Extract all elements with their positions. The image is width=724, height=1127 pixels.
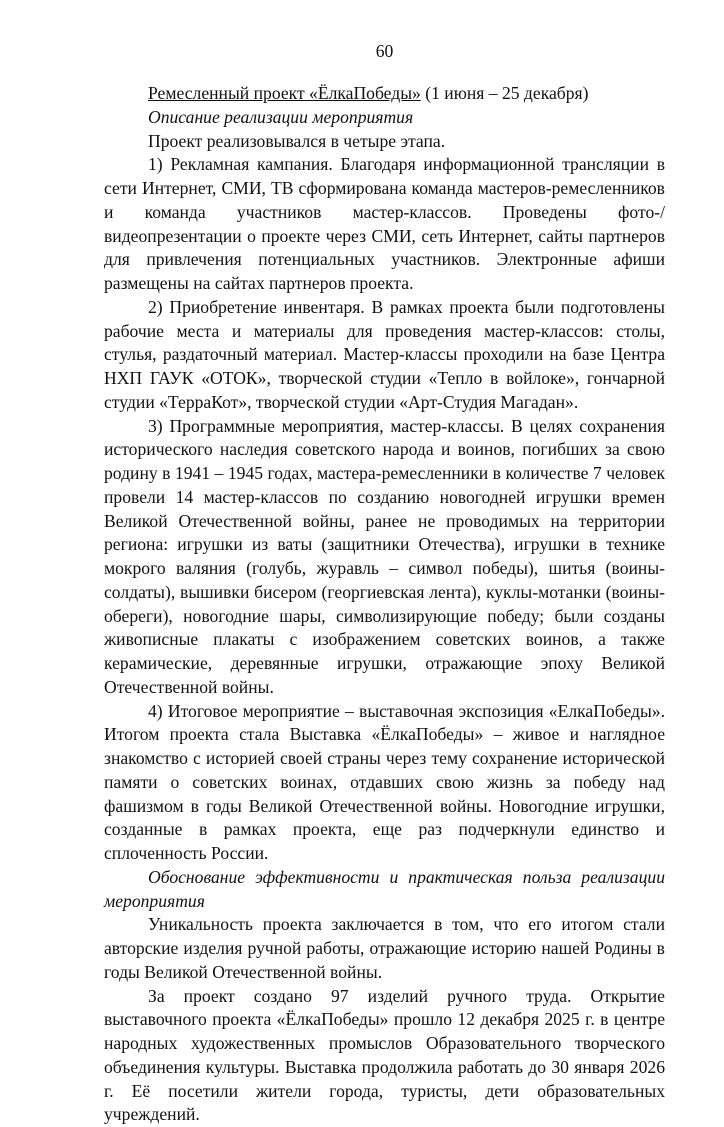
project-dates: (1 июня – 25 декабря)	[421, 83, 589, 103]
stage-paragraph-2: 2) Приобретение инвентаря. В рамках проекта были подготовлены рабочие места и материалы для проведения мастер-классов: столы, стулья, раздаточный материал. Мастер-классы проходили на базе Центра НХП ГАУК «ОТОК», творческой студии «Тепло в войлоке», гончарной студии «ТерраКот», творческой студии «Арт-Студия Магадан».	[104, 296, 665, 415]
intro-paragraph: Проект реализовывался в четыре этапа.	[104, 130, 665, 154]
stage-paragraph-4: 4) Итоговое мероприятие – выставочная экспозиция «ЕлкаПобеды». Итогом проекта стала Выставка «ЁлкаПобеды» – живое и наглядное знакомство с историей своей страны через тему сохранение исторической памяти о советских воинах, отдавших свою жизнь за победу над фашизмом в годы Великой Отечественной войны. Новогодние игрушки, созданные в рамках проекта, еще раз подчеркнули единство и сплоченность России.	[104, 700, 665, 866]
conclusion-paragraph-1: Уникальность проекта заключается в том, что его итогом стали авторские изделия ручной работы, отражающие историю нашей Родины в годы Великой Отечественной войны.	[104, 913, 665, 984]
project-heading	[104, 82, 665, 106]
project-title: Ремесленный проект «ЁлкаПобеды»	[148, 83, 421, 103]
section-heading-description: Описание реализации мероприятия	[104, 106, 665, 130]
conclusion-paragraph-2: За проект создано 97 изделий ручного труда. Открытие выставочного проекта «ЁлкаПобеды» прошло 12 декабря 2025 г. в центре народных художественных промыслов Образовательного творческого объединения культуры. Выставка продолжила работать до 30 января 2026 г. Её посетили жители города, туристы, дети образовательных учреждений.	[104, 985, 665, 1127]
stage-paragraph-3: 3) Программные мероприятия, мастер-классы. В целях сохранения исторического наследия советского народа и воинов, погибших за свою родину в 1941 – 1945 годах, мастера-ремесленники в количестве 7 человек провели 14 мастер-классов по созданию новогодней игрушки времен Великой Отечественной войны, ранее не проводимых на территории региона: игрушки из ваты (защитники Отечества), игрушки в технике мокрого валяния (голубь, журавль – символ победы), шитья (воины-солдаты), вышивки бисером (георгиевская лента), куклы-мотанки (воины-обереги), новогодние шары, символизирующие победу; были созданы живописные плакаты с изображением советских воинов, а также керамические, деревянные игрушки, отражающие эпоху Великой Отечественной войны.	[104, 415, 665, 700]
document-body	[104, 82, 665, 1127]
section-heading-effectiveness: Обоснование эффективности и практическая польза реализации мероприятия	[104, 866, 665, 914]
page-number: 60	[104, 40, 665, 64]
stage-paragraph-1: 1) Рекламная кампания. Благодаря информационной трансляции в сети Интернет, СМИ, ТВ сформирована команда мастеров-ремесленников и команда участников мастер-классов. Проведены фото-/видеопрезентации о проекте через СМИ, сеть Интернет, сайты партнеров для привлечения потенциальных участников. Электронные афиши размещены на сайтах партнеров проекта.	[104, 153, 665, 296]
